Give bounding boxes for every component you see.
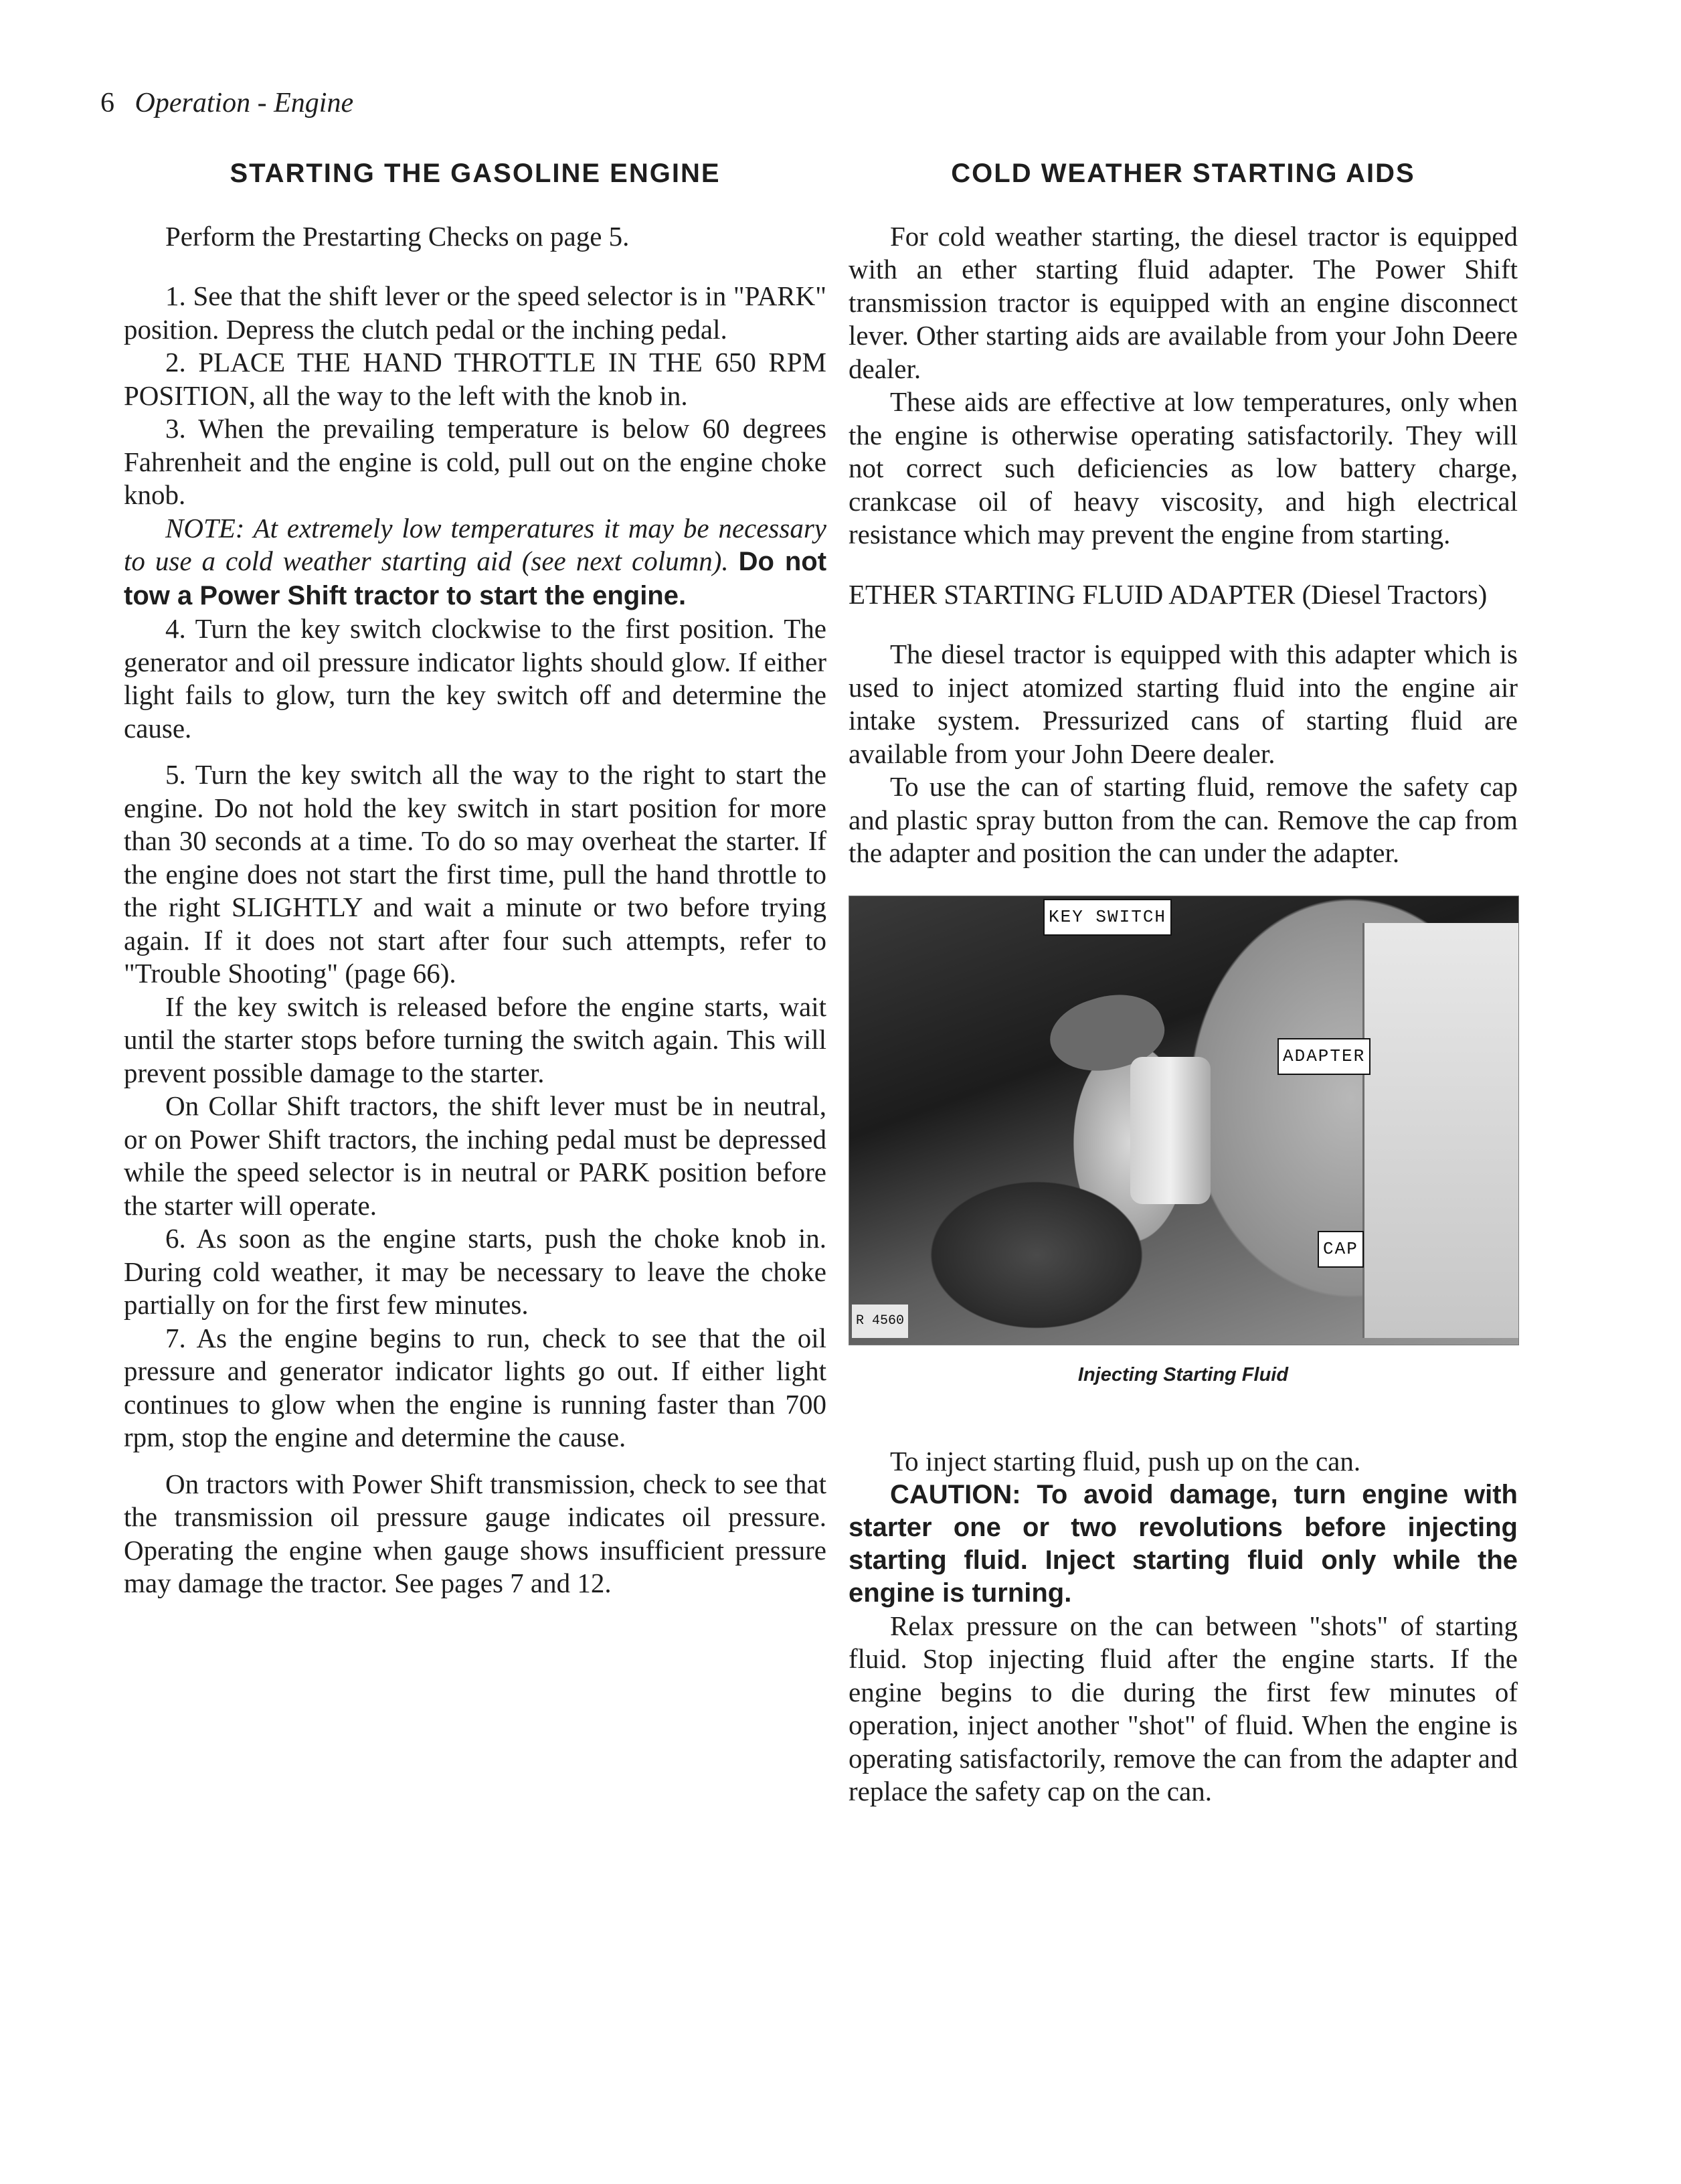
caution-warning: CAUTION: To avoid damage, turn engine with starter one or two revolutions before injecting starting fluid. Inject starting fluid only while the engine is turning. <box>849 1479 1518 1608</box>
left-column <box>124 157 826 1600</box>
step-7: 7. As the engine begins to run, check to see that the oil pressure and generator indicator lights go out. If either light continues to glow when the engine is running faster than 700 rpm, stop the engine and determine the cause. <box>124 1322 826 1452</box>
note-paragraph <box>124 512 826 613</box>
step-6: 6. As soon as the engine starts, push the choke knob in. During cold weather, it may be necessary to leave the choke partially on for the first few minutes. <box>124 1223 826 1320</box>
photo-injecting-fluid <box>849 896 1519 1345</box>
page-header <box>100 87 353 119</box>
paragraph-collar-shift: On Collar Shift tractors, the shift lever must be in neutral, or on Power Shift tractors, the inching pedal must be depressed while the speed selector is in neutral or PARK position before the starter will operate. <box>124 1090 826 1221</box>
photo-code: R 4560 <box>852 1305 908 1338</box>
photo-label-cap: CAP <box>1318 1231 1364 1268</box>
step-5: 5. Turn the key switch all the way to the right to start the engine. Do not hold the key switch in start position for more than 30 seconds at a time. To do so may overheat the starter. If the engine does not start the first time, pull the hand throttle to the right SLIGHTLY and wait a minute or two before trying again. If it does not start after four such attempts, refer to "Trouble Shooting" (page 66). <box>124 759 826 989</box>
heading-cold-weather: COLD WEATHER STARTING AIDS <box>951 159 1415 188</box>
section-title: Operation - Engine <box>135 88 354 118</box>
paragraph-power-shift: On tractors with Power Shift transmission, check to see that the transmission oil pressure gauge indicates oil pressure. Operating the engine when gauge shows insufficient pressure may damage the tractor. See pages 7 and 12. <box>124 1468 826 1598</box>
paragraph-cold-weather-intro: For cold weather starting, the diesel tractor is equipped with an ether starting fluid adapter. The Power Shift transmission tractor is equipped with an engine disconnect lever. Other starting aids are available from your John Deere dealer. <box>849 220 1518 384</box>
paragraph-use-can: To use the can of starting fluid, remove the safety cap and plastic spray button from the can. Remove the cap from the adapter and position the can under the adapter. <box>849 771 1518 868</box>
note-italic-text: NOTE: At extremely low temperatures it may be necessary to use a cold weather starting aid (see next column). <box>124 512 826 576</box>
paragraph-inject: To inject starting fluid, push up on the can. <box>890 1446 1361 1477</box>
subheading-ether-adapter: ETHER STARTING FLUID ADAPTER (Diesel Tractors) <box>849 578 1488 610</box>
intro-paragraph: Perform the Prestarting Checks on page 5. <box>165 220 630 252</box>
step-1: 1. See that the shift lever or the speed selector is in "PARK" position. Depress the clutch pedal or the inching pedal. <box>124 280 826 345</box>
page-number: 6 <box>100 88 114 118</box>
step-3: 3. When the prevailing temperature is below 60 degrees Fahrenheit and the engine is cold, pull out on the engine choke knob. <box>124 413 826 510</box>
heading-gasoline-engine: STARTING THE GASOLINE ENGINE <box>230 159 721 188</box>
paragraph-aids-effective: These aids are effective at low temperatures, only when the engine is otherwise operating satisfactorily. They will not correct such deficiencies as low battery charge, crankcase oil of heavy viscosity, and high electrical resistance which may prevent the engine from starting. <box>849 386 1518 550</box>
paragraph-key-released: If the key switch is released before the engine starts, wait until the starter stops before turning the switch again. This will prevent possible damage to the starter. <box>124 991 826 1088</box>
paragraph-adapter-description: The diesel tractor is equipped with this adapter which is used to inject atomized starting fluid into the engine air intake system. Pressurized cans of starting fluid are available from your John Deere dealer. <box>849 639 1518 769</box>
photo-fluid-can <box>1130 1057 1211 1204</box>
paragraph-relax-pressure: Relax pressure on the can between "shots" of starting fluid. Stop injecting fluid after the engine starts. If the engine begins to die during the first few minutes of operation, inject another "shot" of fluid. When the engine is operating satisfactorily, remove the can from the adapter and replace the safety cap on the can. <box>849 1610 1518 1807</box>
photo-caption: Injecting Starting Fluid <box>1077 1363 1289 1385</box>
right-column <box>849 157 1518 1809</box>
photo-label-key-switch: KEY SWITCH <box>1043 899 1172 936</box>
step-2: 2. PLACE THE HAND THROTTLE IN THE 650 RPM POSITION, all the way to the left with the knob in. <box>124 347 826 411</box>
photo-label-adapter: ADAPTER <box>1277 1038 1370 1076</box>
photo-dash-panel <box>1362 923 1518 1338</box>
note-bold-warning: Do not tow a Power Shift tractor to start the engine. <box>124 547 827 610</box>
step-4: 4. Turn the key switch clockwise to the first position. The generator and oil pressure indicator lights should glow. If either light fails to glow, turn the key switch off and determine the cause. <box>124 613 826 744</box>
